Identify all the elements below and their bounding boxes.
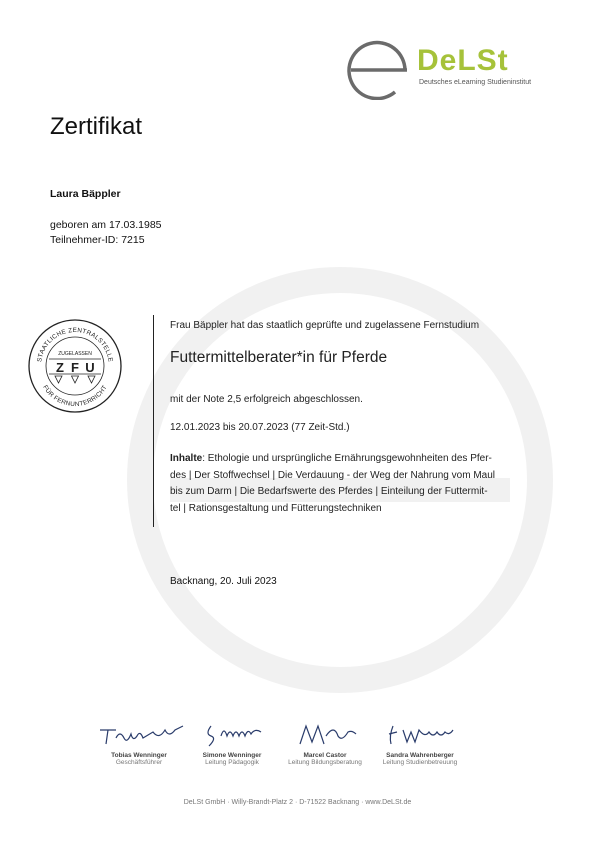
signature-4: [375, 722, 465, 748]
svg-text:STAATLICHE ZENTRALSTELLE: [36, 327, 114, 363]
signature-2-role: Leitung Pädagogik: [205, 759, 259, 766]
signature-4-name: Sandra Wahrenberger: [386, 752, 454, 759]
signature-block-4: [365, 722, 475, 766]
vertical-divider: [153, 315, 154, 527]
zfu-seal: [27, 318, 123, 414]
signature-1: [94, 722, 184, 748]
svg-text:FÜR FERNUNTERRICHT: [41, 384, 108, 408]
footer-address: DeLSt GmbH · Willy-Brandt-Platz 2 · D-71522 Backnang · www.DeLSt.de: [183, 799, 412, 806]
contents-label: Inhalte: [170, 453, 203, 464]
intro-text: Frau Bäppler hat das staatlich geprüfte und zugelassene Fernstudium: [170, 320, 480, 331]
seal-middle-text: ZUGELASSEN: [58, 351, 92, 357]
logo-subtitle: Deutsches eLearning Studieninstitut: [419, 79, 532, 86]
seal-letter-f: F: [71, 360, 79, 375]
signature-1-role: Geschäftsführer: [115, 759, 163, 766]
signature-block-3: [270, 722, 380, 766]
contents-line-3: bis zum Darm | Die Bedarfswerte des Pferdes | Einteilung der Futtermit-: [170, 486, 488, 497]
certificate-body: [170, 320, 530, 514]
certificate-title: Zertifikat: [50, 113, 143, 140]
contents-line-1: : Ethologie und ursprüngliche Ernährungsgewohnheiten des Pfer-: [202, 453, 492, 464]
signature-1-name: Tobias Wenninger: [111, 752, 167, 759]
delst-e-mark-icon: [345, 40, 411, 100]
seal-letter-z: Z: [56, 360, 64, 375]
birth-date: geboren am 17.03.1985: [50, 219, 162, 231]
seal-top-text: STAATLICHE ZENTRALSTELLE: [36, 327, 114, 363]
contents-line-4: tel | Rationsgestaltung und Fütterungstechniken: [170, 502, 382, 514]
signature-3-role: Leitung Bildungsberatung: [288, 759, 362, 766]
signature-2-name: Simone Wenninger: [202, 752, 262, 759]
seal-bottom-text: FÜR FERNUNTERRICHT: [41, 384, 109, 409]
place-date: Backnang, 20. Juli 2023: [170, 576, 277, 587]
signature-3: [280, 722, 370, 748]
participant-id: Teilnehmer-ID: 7215: [50, 234, 145, 246]
signature-3-name: Marcel Castor: [303, 752, 347, 759]
signature-2: [187, 722, 277, 748]
recipient-name: Laura Bäppler: [50, 188, 121, 200]
signature-4-role: Leitung Studienbetreuung: [382, 759, 458, 766]
contents-line-2: des | Der Stoffwechsel | Die Verdauung - der Weg der Nahrung vom Maul: [170, 469, 495, 481]
course-dates: 12.01.2023 bis 20.07.2023 (77 Zeit-Std.): [170, 422, 350, 433]
grade-text: mit der Note 2,5 erfolgreich abgeschlossen.: [170, 394, 363, 405]
course-contents: [170, 451, 495, 517]
delst-logo: [345, 40, 575, 100]
logo-brand: DeLSt: [417, 44, 509, 77]
seal-letter-u: U: [85, 360, 95, 375]
course-title: Futtermittelberater*in für Pferde: [170, 349, 388, 366]
